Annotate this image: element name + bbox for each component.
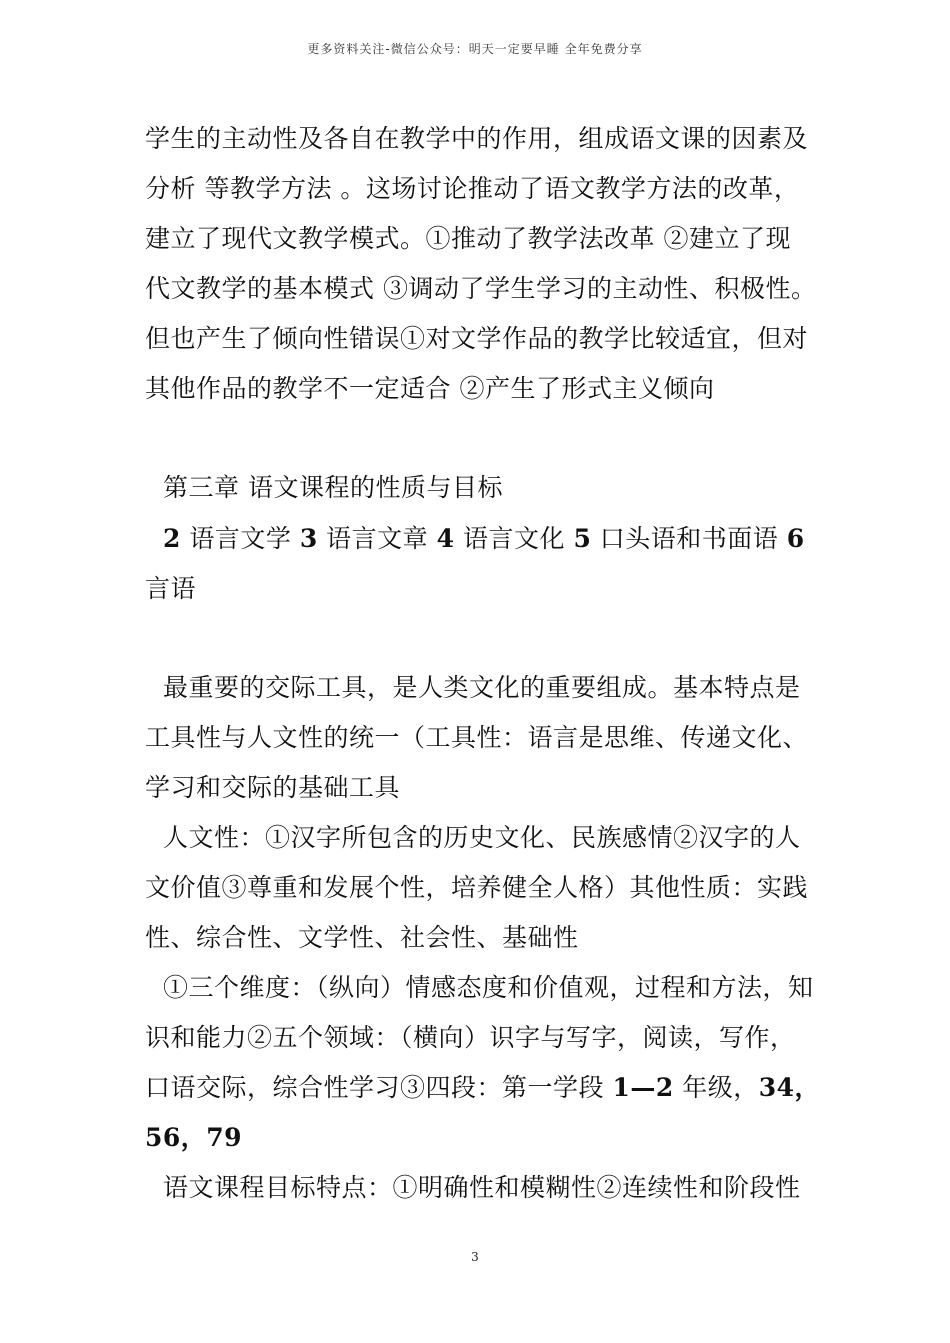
text-line: 语文课程目标特点：①明确性和模糊性②连续性和阶段性 (163, 1173, 801, 1202)
term-label: 语言文章 (317, 524, 437, 553)
text-span: 口语交际，综合性学习③四段：第一学段 (145, 1073, 613, 1102)
term-number: 2 (163, 524, 181, 553)
text-line: 性、综合性、文学性、社会性、基础性 (145, 923, 579, 952)
term-label: 语言文学 (180, 524, 300, 553)
text-line: 学生的主动性及各自在教学中的作用，组成语文课的因素及 (145, 124, 809, 153)
text-line: 人文性：①汉字所包含的历史文化、民族感情②汉字的人 (163, 823, 801, 852)
chapter-heading: 第三章 语文课程的性质与目标 (163, 473, 503, 502)
text-line: ①三个维度：（纵向）情感态度和价值观，过程和方法，知 (163, 973, 814, 1002)
page-number: 3 (471, 1250, 479, 1264)
grade-range: 1—2 (612, 1073, 674, 1102)
numbered-terms-line (163, 524, 805, 554)
text-line (145, 1073, 820, 1103)
text-line: 文价值③尊重和发展个性，培养健全人格）其他性质：实践 (145, 873, 809, 902)
text-line: 识和能力②五个领域：（横向）识字与写字，阅读，写作， (145, 1023, 796, 1052)
text-line: 代文教学的基本模式 ③调动了学生学习的主动性、积极性。 (145, 274, 817, 303)
text-line: 分析 等教学方法 。这场讨论推动了语文教学方法的改革， (145, 174, 800, 203)
text-line: 最重要的交际工具，是人类文化的重要组成。基本特点是 (163, 673, 801, 702)
text-line: 其他作品的教学不一定适合 ②产生了形式主义倾向 (145, 374, 715, 403)
term-label: 语言文化 (454, 524, 574, 553)
page-header: 更多资料关注-微信公众号：明天一定要早睡 全年免费分享 (307, 42, 643, 56)
term-number: 3 (299, 524, 318, 553)
text-span: 年级， (673, 1073, 759, 1102)
term-number: 5 (573, 524, 592, 553)
text-line: 工具性与人文性的统一（工具性：语言是思维、传递文化、 (145, 723, 809, 752)
text-line: 学习和交际的基础工具 (145, 773, 401, 802)
term-label: 口头语和书面语 (591, 524, 787, 553)
term-number: 4 (436, 524, 455, 553)
grade-range-line: 56，79 (145, 1123, 243, 1152)
text-line: 建立了现代文教学模式。①推动了教学法改革 ②建立了现 (145, 224, 791, 253)
term-number: 6 (786, 524, 805, 553)
text-line: 言语 (145, 574, 197, 603)
text-line: 但也产生了倾向性错误①对文学作品的教学比较适宜，但对 (145, 324, 809, 353)
grade-range: 34， (758, 1073, 820, 1102)
